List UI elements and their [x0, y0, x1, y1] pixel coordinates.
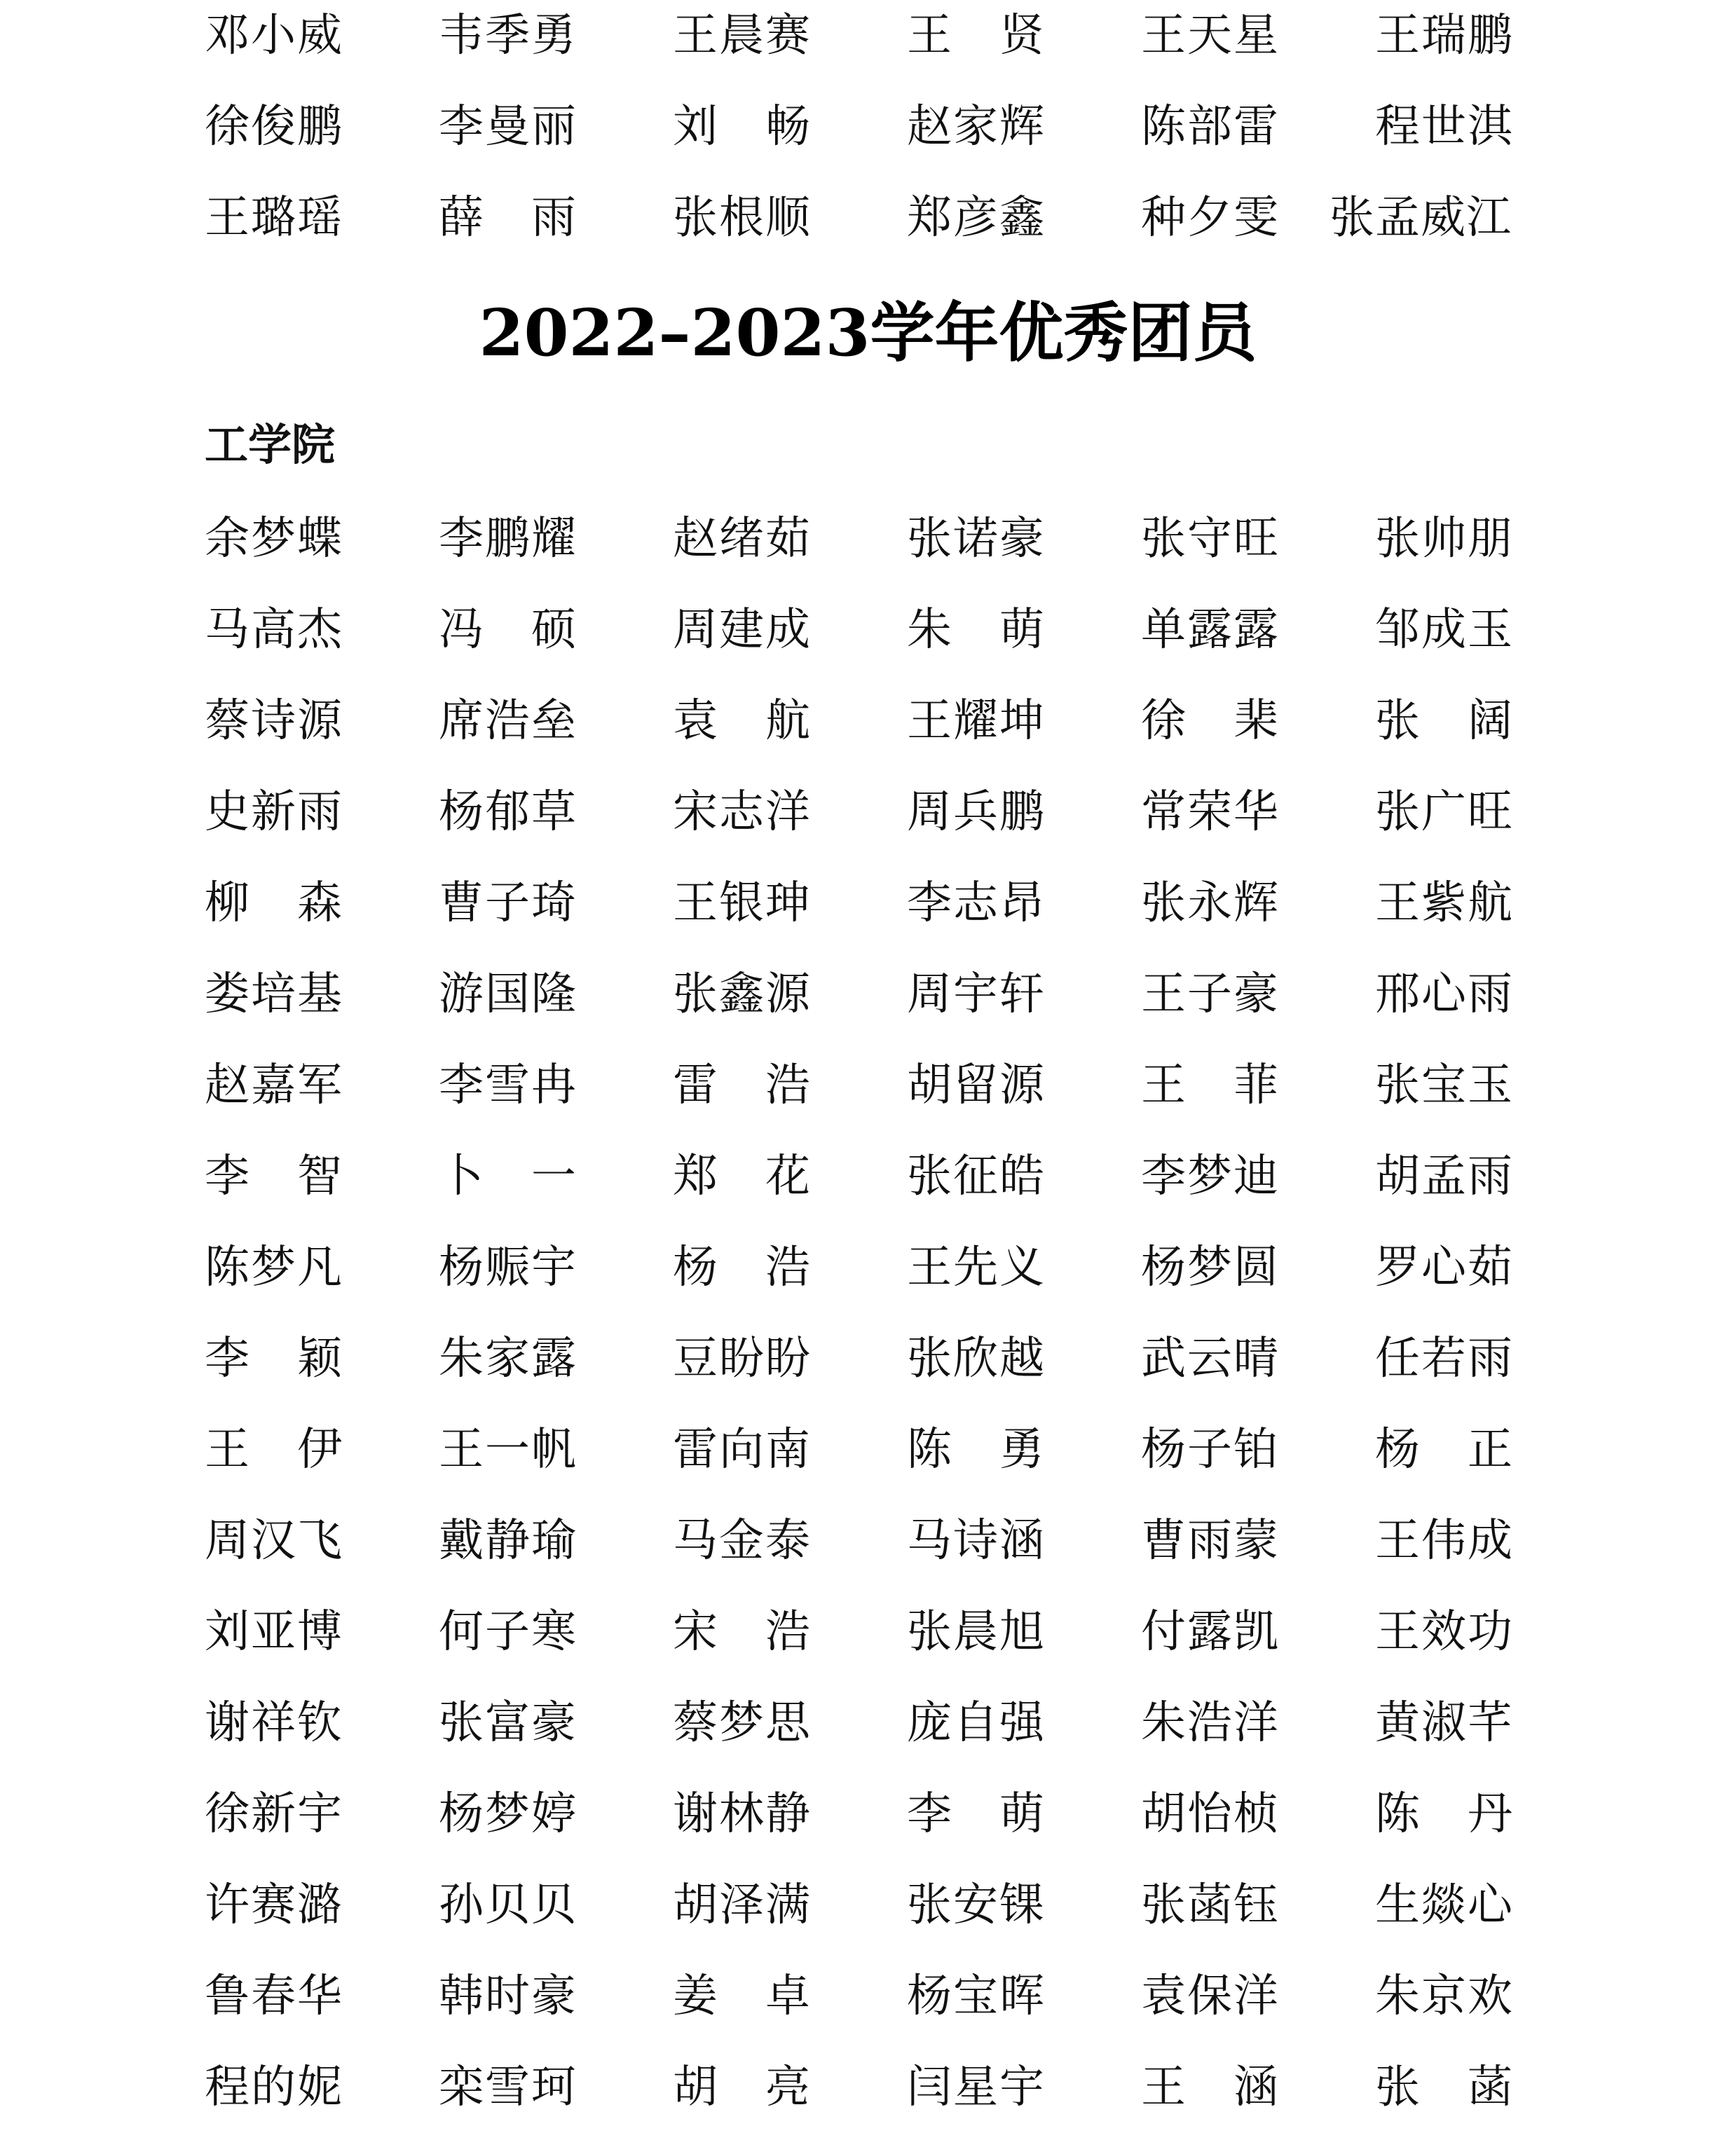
name-entry: 王子豪 — [1141, 968, 1278, 1020]
name-entry: 娄培基 — [205, 968, 342, 1020]
name-entry: 李志昂 — [907, 877, 1044, 929]
name-entry: 王璐瑶 — [205, 192, 342, 244]
name-entry: 张安锞 — [907, 1879, 1044, 1931]
name-entry: 栾雪珂 — [439, 2062, 576, 2113]
name-entry: 席浩垒 — [439, 695, 576, 747]
name-entry: 袁保洋 — [1141, 1970, 1278, 2022]
name-row — [0, 584, 1736, 675]
name-entry: 张阔 — [1375, 695, 1512, 747]
name-entry: 徐棐 — [1141, 695, 1278, 747]
name-entry: 付露凯 — [1141, 1606, 1278, 1658]
name-entry: 王一帆 — [439, 1424, 576, 1476]
name-entry: 张广旺 — [1375, 786, 1512, 838]
name-entry: 王晨赛 — [673, 10, 810, 62]
name-entry: 王天星 — [1141, 10, 1278, 62]
name-entry: 杨梦圆 — [1141, 1242, 1278, 1294]
name-entry: 赵家辉 — [907, 101, 1044, 153]
top-name-list — [0, 0, 1736, 263]
name-entry: 雷浩 — [673, 1059, 810, 1111]
name-entry: 张诺豪 — [907, 513, 1044, 565]
name-row — [0, 1586, 1736, 1678]
name-entry: 杨子铂 — [1141, 1424, 1278, 1476]
name-entry: 张永辉 — [1141, 877, 1278, 929]
name-entry: 单露露 — [1141, 604, 1278, 656]
name-entry: 游国隆 — [439, 968, 576, 1020]
name-entry: 邹成玉 — [1375, 604, 1512, 656]
name-entry: 种夕雯 — [1141, 192, 1278, 244]
name-entry: 鲁春华 — [205, 1970, 342, 2022]
name-entry: 王耀坤 — [907, 695, 1044, 747]
name-entry: 韦季勇 — [439, 10, 576, 62]
name-entry: 孙贝贝 — [439, 1879, 576, 1931]
name-entry: 曹子琦 — [439, 877, 576, 929]
name-entry: 豆盼盼 — [673, 1333, 810, 1385]
name-entry: 张帅朋 — [1375, 513, 1512, 565]
name-entry: 张孟威江 — [1330, 192, 1512, 244]
name-entry: 王紫航 — [1375, 877, 1512, 929]
name-entry: 戴静瑜 — [439, 1515, 576, 1567]
name-entry: 王伊 — [205, 1424, 342, 1476]
name-entry: 李雪冉 — [439, 1059, 576, 1111]
name-entry: 宋浩 — [673, 1606, 810, 1658]
name-entry: 杨梦婷 — [439, 1788, 576, 1840]
name-row — [0, 858, 1736, 949]
name-entry: 胡泽满 — [673, 1879, 810, 1931]
name-row — [0, 0, 1736, 81]
name-entry: 张富豪 — [439, 1697, 576, 1749]
name-entry: 张根顺 — [673, 192, 810, 244]
name-entry: 邢心雨 — [1375, 968, 1512, 1020]
name-row — [0, 1222, 1736, 1313]
name-entry: 马诗涵 — [907, 1515, 1044, 1567]
name-row — [0, 1678, 1736, 1769]
name-entry: 陈勇 — [907, 1424, 1044, 1476]
name-entry: 武云晴 — [1141, 1333, 1278, 1385]
name-entry: 曹雨蒙 — [1141, 1515, 1278, 1567]
name-entry: 韩时豪 — [439, 1970, 576, 2022]
name-entry: 王银珅 — [673, 877, 810, 929]
name-entry: 谢林静 — [673, 1788, 810, 1840]
name-row — [0, 493, 1736, 584]
name-entry: 史新雨 — [205, 786, 342, 838]
name-entry: 生燚心 — [1375, 1879, 1512, 1931]
section-title: 2022–2023学年优秀团员 — [479, 295, 1257, 371]
name-row — [0, 1313, 1736, 1404]
name-entry: 卜一 — [439, 1151, 576, 1202]
name-entry: 薛雨 — [439, 192, 576, 244]
name-entry: 李梦迪 — [1141, 1151, 1278, 1202]
name-entry: 许赛潞 — [205, 1879, 342, 1931]
name-entry: 周兵鹏 — [907, 786, 1044, 838]
name-entry: 庞自强 — [907, 1697, 1044, 1749]
name-entry: 朱萌 — [907, 604, 1044, 656]
name-entry: 朱浩洋 — [1141, 1697, 1278, 1749]
name-entry: 郑花 — [673, 1151, 810, 1202]
name-entry: 王伟成 — [1375, 1515, 1512, 1567]
department-label: 工学院 — [205, 419, 336, 470]
name-entry: 宋志洋 — [673, 786, 810, 838]
name-entry: 闫星宇 — [907, 2062, 1044, 2113]
name-entry: 张菡钰 — [1141, 1879, 1278, 1931]
name-entry: 张欣越 — [907, 1333, 1044, 1385]
name-entry: 胡亮 — [673, 2062, 810, 2113]
name-entry: 杨郁草 — [439, 786, 576, 838]
name-entry: 张征皓 — [907, 1151, 1044, 1202]
name-entry: 胡孟雨 — [1375, 1151, 1512, 1202]
name-entry: 姜卓 — [673, 1970, 810, 2022]
name-entry: 郑彦鑫 — [907, 192, 1044, 244]
name-entry: 张晨旭 — [907, 1606, 1044, 1658]
name-entry: 蔡诗源 — [205, 695, 342, 747]
name-entry: 柳森 — [205, 877, 342, 929]
name-row — [0, 1404, 1736, 1495]
name-entry: 马高杰 — [205, 604, 342, 656]
name-entry: 张宝玉 — [1375, 1059, 1512, 1111]
name-row — [0, 949, 1736, 1040]
name-entry: 程的妮 — [205, 2062, 342, 2113]
name-entry: 王先义 — [907, 1242, 1044, 1294]
name-entry: 陈丹 — [1375, 1788, 1512, 1840]
name-entry: 何子寒 — [439, 1606, 576, 1658]
name-entry: 陈梦凡 — [205, 1242, 342, 1294]
name-entry: 罗心茹 — [1375, 1242, 1512, 1294]
name-entry: 陈部雷 — [1141, 101, 1278, 153]
name-row — [0, 767, 1736, 858]
name-entry: 周宇轩 — [907, 968, 1044, 1020]
name-entry: 朱京欢 — [1375, 1970, 1512, 2022]
name-entry: 张守旺 — [1141, 513, 1278, 565]
name-entry: 李颖 — [205, 1333, 342, 1385]
name-entry: 任若雨 — [1375, 1333, 1512, 1385]
name-entry: 胡留源 — [907, 1059, 1044, 1111]
name-row — [0, 675, 1736, 767]
name-row — [0, 1040, 1736, 1131]
name-entry: 刘畅 — [673, 101, 810, 153]
name-entry: 邓小威 — [205, 10, 342, 62]
name-entry: 李鹏耀 — [439, 513, 576, 565]
name-entry: 马金泰 — [673, 1515, 810, 1567]
name-row — [0, 81, 1736, 172]
name-entry: 张菡 — [1375, 2062, 1512, 2113]
name-entry: 徐俊鹏 — [205, 101, 342, 153]
name-entry: 张鑫源 — [673, 968, 810, 1020]
name-entry: 杨赈宇 — [439, 1242, 576, 1294]
name-row — [0, 2042, 1736, 2133]
name-entry: 李曼丽 — [439, 101, 576, 153]
name-entry: 杨宝晖 — [907, 1970, 1044, 2022]
name-entry: 王涵 — [1141, 2062, 1278, 2113]
name-row — [0, 172, 1736, 263]
name-entry: 王瑞鹏 — [1375, 10, 1512, 62]
name-entry: 朱家露 — [439, 1333, 576, 1385]
name-entry: 李智 — [205, 1151, 342, 1202]
name-entry: 徐新宇 — [205, 1788, 342, 1840]
name-entry: 杨浩 — [673, 1242, 810, 1294]
name-entry: 赵绪茹 — [673, 513, 810, 565]
name-row — [0, 1495, 1736, 1586]
name-entry: 冯硕 — [439, 604, 576, 656]
name-entry: 杨正 — [1375, 1424, 1512, 1476]
name-entry: 刘亚博 — [205, 1606, 342, 1658]
name-row — [0, 1951, 1736, 2042]
name-entry: 常荣华 — [1141, 786, 1278, 838]
name-entry: 黄淑芊 — [1375, 1697, 1512, 1749]
name-entry: 蔡梦思 — [673, 1697, 810, 1749]
name-entry: 周建成 — [673, 604, 810, 656]
name-entry: 王效功 — [1375, 1606, 1512, 1658]
name-entry: 谢祥钦 — [205, 1697, 342, 1749]
name-entry: 余梦蝶 — [205, 513, 342, 565]
name-row — [0, 1769, 1736, 1860]
main-name-list — [0, 493, 1736, 2133]
name-entry: 周汉飞 — [205, 1515, 342, 1567]
name-entry: 王贤 — [907, 10, 1044, 62]
name-entry: 袁航 — [673, 695, 810, 747]
name-entry: 赵嘉军 — [205, 1059, 342, 1111]
name-entry: 胡怡桢 — [1141, 1788, 1278, 1840]
name-entry: 程世淇 — [1375, 101, 1512, 153]
name-row — [0, 1860, 1736, 1951]
name-entry: 雷向南 — [673, 1424, 810, 1476]
name-entry: 王菲 — [1141, 1059, 1278, 1111]
name-entry: 李萌 — [907, 1788, 1044, 1840]
name-row — [0, 1131, 1736, 1222]
